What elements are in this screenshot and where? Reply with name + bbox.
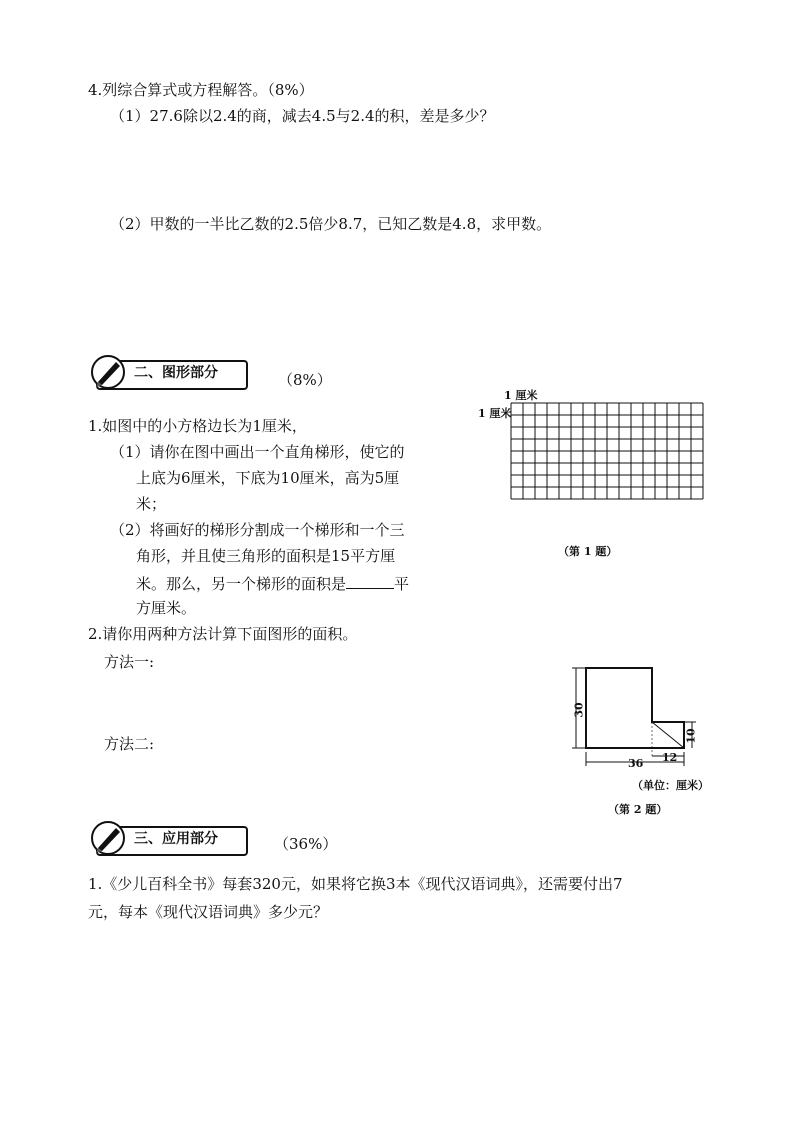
- s3-q1-line1: 1.《少儿百科全书》每套320元，如果将它换3本《现代汉语词典》，还需要付出7: [88, 875, 623, 893]
- section2-banner: [88, 352, 248, 392]
- s2-q1-line6: 角形，并且使三角形的面积是15平方厘: [136, 547, 396, 565]
- dim-12-label: 12: [662, 751, 678, 764]
- shape-caption: （第 2 题）: [608, 803, 668, 816]
- unit-label: （单位：厘米）: [632, 779, 709, 792]
- s2-q1-line4: 米；: [136, 495, 167, 513]
- s2-q1-line5: （2）将画好的梯形分割成一个梯形和一个三: [110, 521, 405, 539]
- square-grid[interactable]: [510, 402, 706, 534]
- section2-percent: （8%）: [278, 371, 332, 389]
- pencil-icon: [88, 818, 132, 858]
- q4-sub2: （2）甲数的一半比乙数的2.5倍少8.7，已知乙数是4.8，求甲数。: [110, 215, 552, 233]
- s3-q1-line2: 元，每本《现代汉语词典》多少元？: [88, 903, 329, 921]
- q4-sub1: （1）27.6除以2.4的商，减去4.5与2.4的积，差是多少？: [110, 107, 495, 125]
- s2-q1-line3: 上底为6厘米，下底为10厘米，高为5厘: [136, 469, 400, 487]
- s2-q1-line2: （1）请你在图中画出一个直角梯形，使它的: [110, 443, 405, 461]
- s2-q1-line1: 1.如图中的小方格边长为1厘米，: [88, 417, 307, 435]
- section3-percent: （36%）: [274, 835, 338, 853]
- pencil-icon: [88, 352, 132, 392]
- s2-q1-line7: [136, 572, 409, 594]
- s2-q1-line8: 方厘米。: [136, 599, 197, 617]
- dim-30-label: 30: [572, 702, 586, 718]
- method2-label: 方法二:: [104, 735, 155, 753]
- section2-title: 二、图形部分: [134, 365, 218, 381]
- s2-q2-title: 2.请你用两种方法计算下面图形的面积。: [88, 625, 358, 643]
- shape-diagonal: [652, 722, 684, 748]
- dim-10-label: 10: [684, 728, 698, 744]
- grid-top-label: 1 厘米: [504, 389, 538, 402]
- q4-title: 4.列综合算式或方程解答。（8%）: [88, 81, 314, 99]
- grid-caption: （第 1 题）: [558, 545, 618, 558]
- method1-label: 方法一:: [104, 653, 155, 671]
- section3-title: 三、应用部分: [134, 831, 218, 847]
- dim-36-label: 36: [628, 757, 644, 770]
- section3-banner: [88, 818, 248, 858]
- s2-q1-line7-text: 米。那么，另一个梯形的面积是: [136, 575, 347, 593]
- s2-q1-line7-end: 平: [394, 575, 410, 593]
- answer-blank[interactable]: [346, 572, 394, 589]
- grid-left-label: 1 厘米: [478, 407, 512, 420]
